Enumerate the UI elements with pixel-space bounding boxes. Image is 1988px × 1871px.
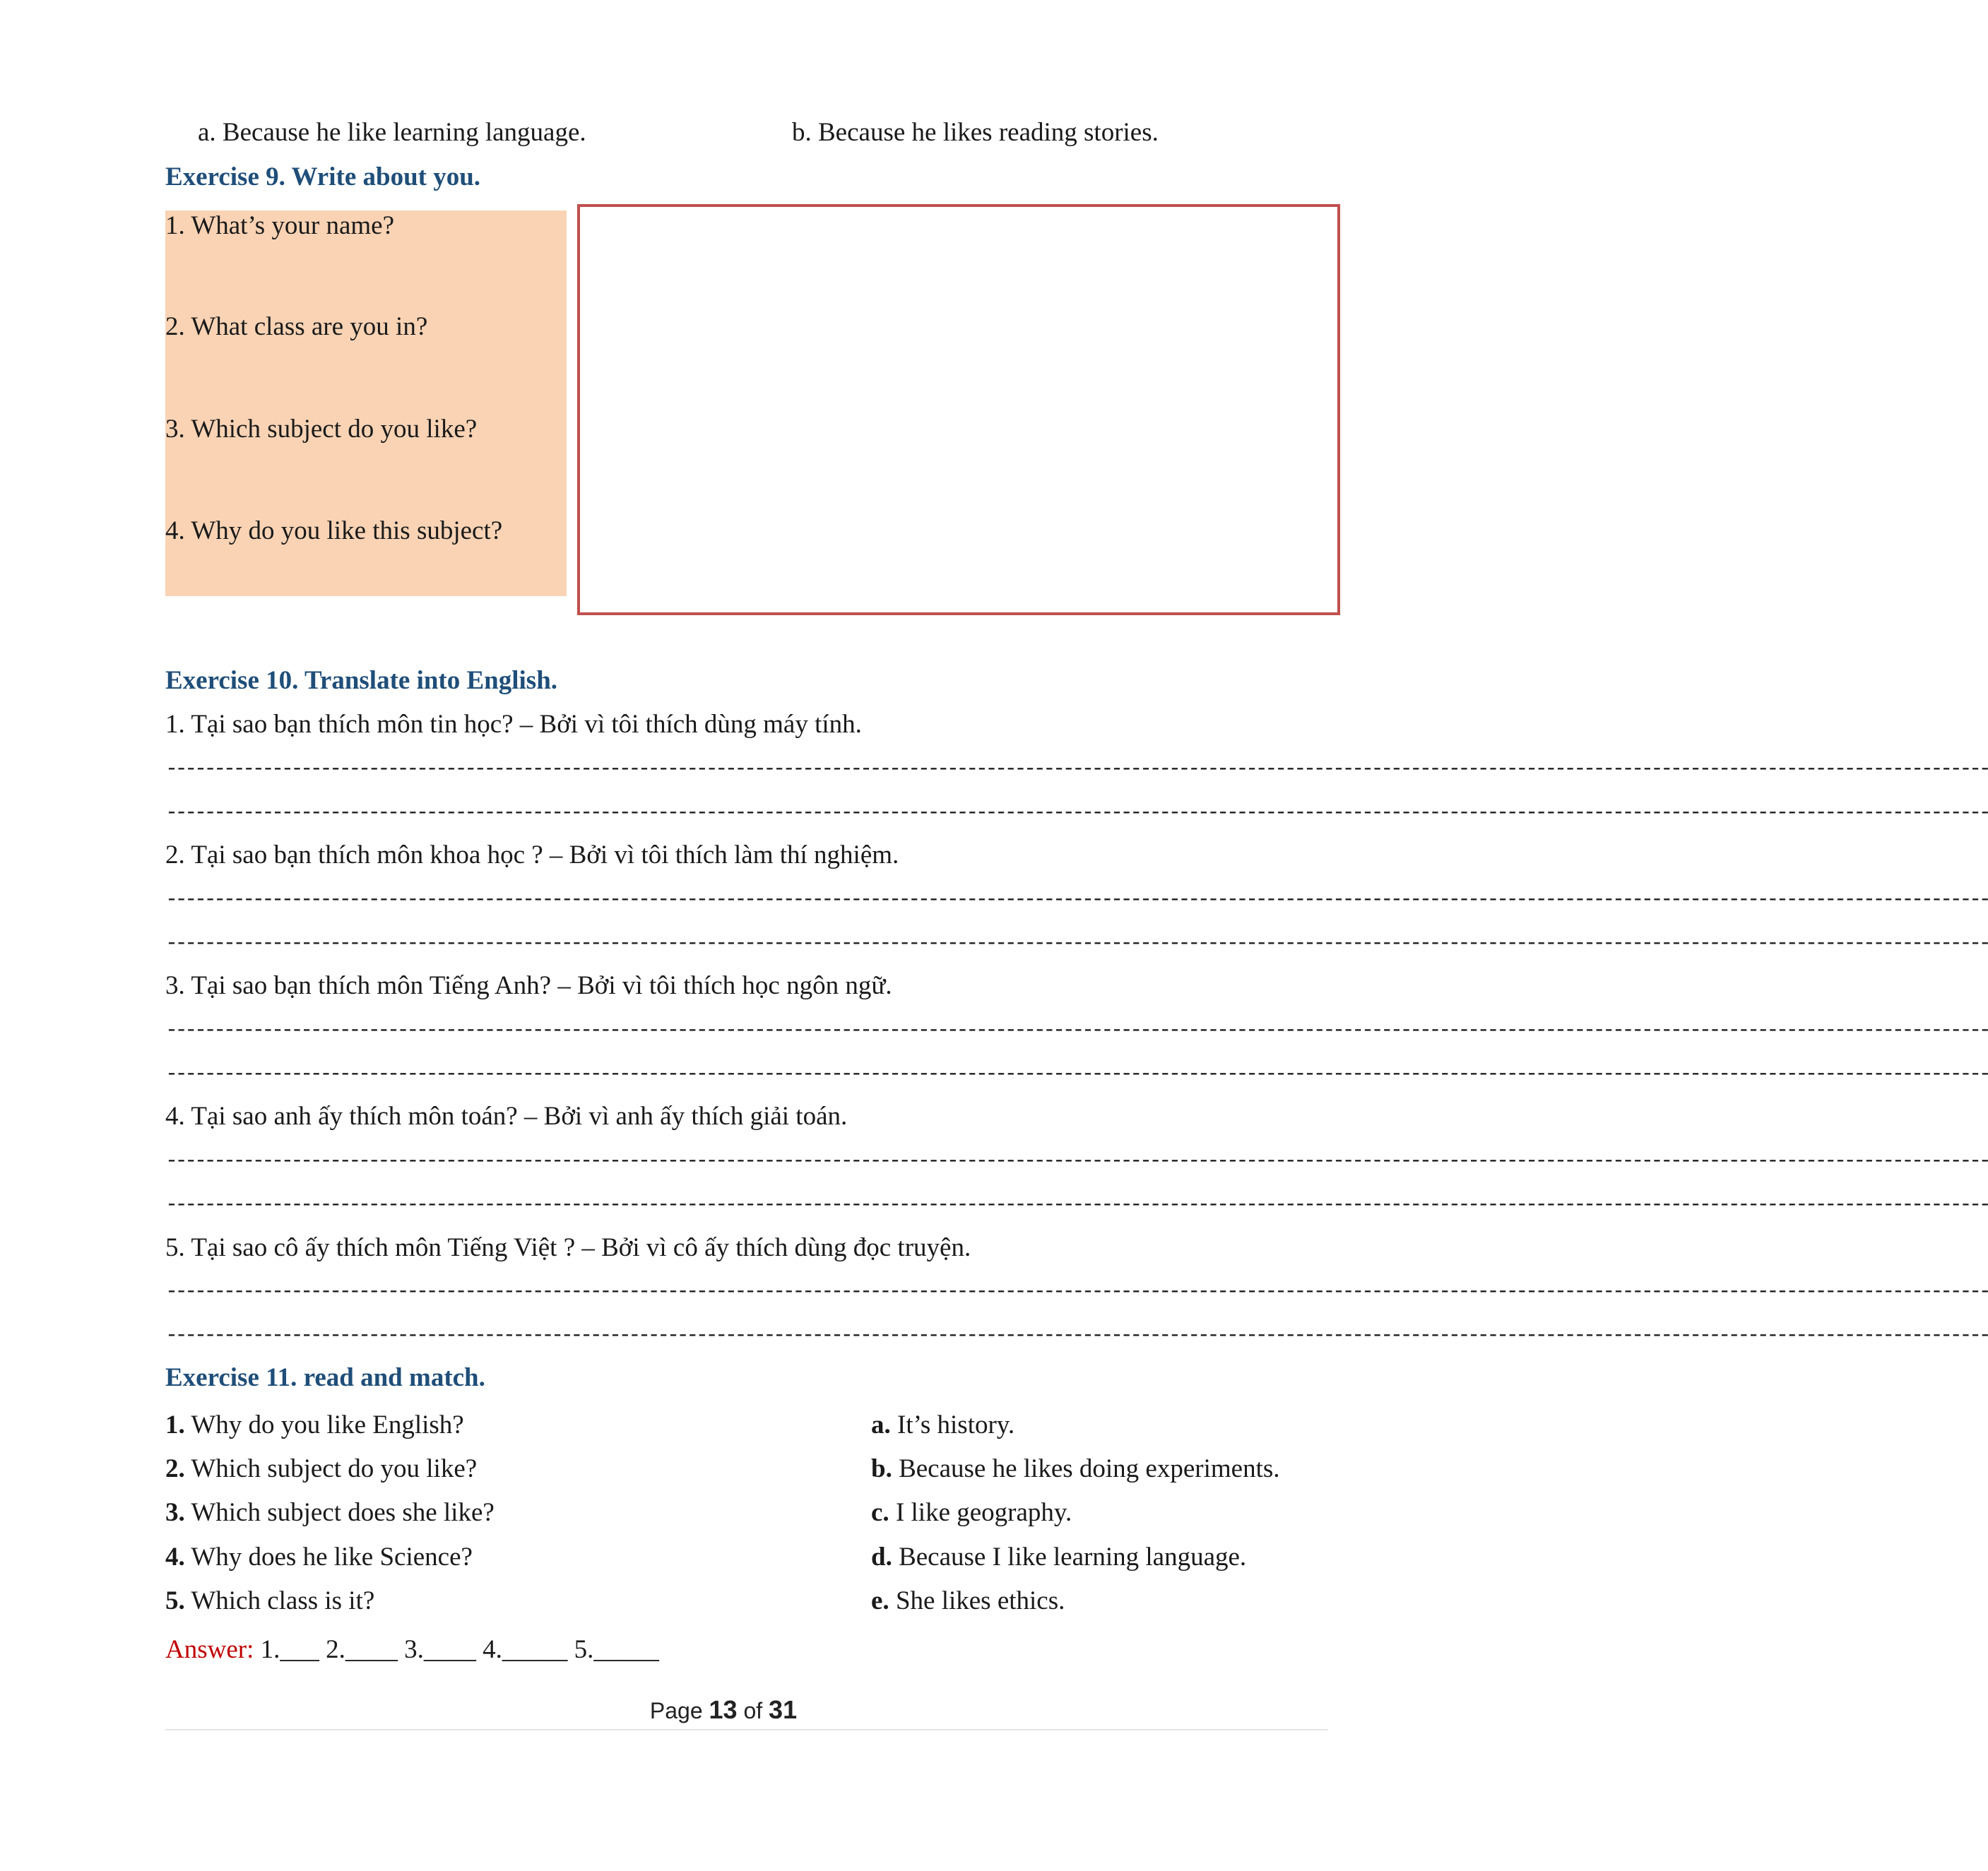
match-question-1: 1. Why do you like English?: [165, 1410, 464, 1439]
exercise-9-question: 3. Which subject do you like?: [165, 415, 478, 444]
answer-line[interactable]: ---------------------------------------------------------------------------------------------------------------------------------------------------------------------------------------------: [165, 801, 1988, 825]
answer-line[interactable]: ---------------------------------------------------------------------------------------------------------------------------------------------------------------------------------------------: [165, 1018, 1988, 1043]
translate-item-4: 4. Tại sao anh ấy thích môn toán? – Bởi vì anh ấy thích giải toán.: [165, 1102, 848, 1131]
exercise-9-title: Exercise 9. Write about you.: [165, 162, 481, 191]
answer-line[interactable]: ---------------------------------------------------------------------------------------------------------------------------------------------------------------------------------------------: [165, 757, 1988, 781]
exercise-9-question: 4. Why do you like this subject?: [165, 516, 503, 545]
answer-line[interactable]: ---------------------------------------------------------------------------------------------------------------------------------------------------------------------------------------------: [165, 888, 1988, 912]
translate-item-5: 5. Tại sao cô ấy thích môn Tiếng Việt ? – Bởi vì cô ấy thích dùng đọc truyện.: [165, 1233, 971, 1262]
answer-line[interactable]: ---------------------------------------------------------------------------------------------------------------------------------------------------------------------------------------------: [165, 1280, 1988, 1304]
answer-blanks[interactable]: 1.___ 2.____ 3.____ 4._____ 5._____: [254, 1635, 659, 1664]
match-question-2: 2. Which subject do you like?: [165, 1454, 478, 1483]
exercise-10-title: Exercise 10. Translate into English.: [165, 666, 558, 695]
match-answer-b: b. Because he likes doing experiments.: [871, 1454, 1280, 1483]
answer-line[interactable]: ---------------------------------------------------------------------------------------------------------------------------------------------------------------------------------------------: [165, 932, 1988, 956]
answer-label: Answer:: [165, 1635, 254, 1664]
page-footer: Page 13 of 31: [649, 1695, 798, 1724]
match-question-4: 4. Why does he like Science?: [165, 1543, 473, 1572]
footer-divider: [165, 1729, 1328, 1730]
match-answer-d: d. Because I like learning language.: [871, 1543, 1247, 1572]
match-answer-c: c. I like geography.: [871, 1498, 1072, 1527]
answer-line[interactable]: ---------------------------------------------------------------------------------------------------------------------------------------------------------------------------------------------: [165, 1193, 1988, 1217]
exercise-9-question: 1. What’s your name?: [165, 211, 395, 240]
match-answer-e: e. She likes ethics.: [871, 1586, 1065, 1615]
exercise-9-question-panel: [165, 210, 567, 596]
option-a: a. Because he like learning language.: [198, 118, 586, 147]
translate-item-2: 2. Tại sao bạn thích môn khoa học ? – Bởi vì tôi thích làm thí nghiệm.: [165, 841, 899, 869]
exercise-9-question: 2. What class are you in?: [165, 312, 428, 341]
translate-item-3: 3. Tại sao bạn thích môn Tiếng Anh? – Bởi vì tôi thích học ngôn ngữ.: [165, 971, 892, 1000]
exercise-11-title: Exercise 11. read and match.: [165, 1363, 485, 1392]
answer-line[interactable]: ---------------------------------------------------------------------------------------------------------------------------------------------------------------------------------------------: [165, 1324, 1988, 1348]
answer-line[interactable]: ---------------------------------------------------------------------------------------------------------------------------------------------------------------------------------------------: [165, 1062, 1988, 1086]
match-question-5: 5. Which class is it?: [165, 1586, 375, 1615]
match-answer-a: a. It’s history.: [871, 1410, 1015, 1439]
match-question-3: 3. Which subject does she like?: [165, 1498, 495, 1527]
exercise-9-answer-box[interactable]: [577, 204, 1340, 615]
answer-row[interactable]: [165, 1634, 659, 1665]
option-b: b. Because he likes reading stories.: [792, 118, 1159, 147]
translate-item-1: 1. Tại sao bạn thích môn tin học? – Bởi vì tôi thích dùng máy tính.: [165, 710, 862, 739]
answer-line[interactable]: ---------------------------------------------------------------------------------------------------------------------------------------------------------------------------------------------: [165, 1149, 1988, 1173]
